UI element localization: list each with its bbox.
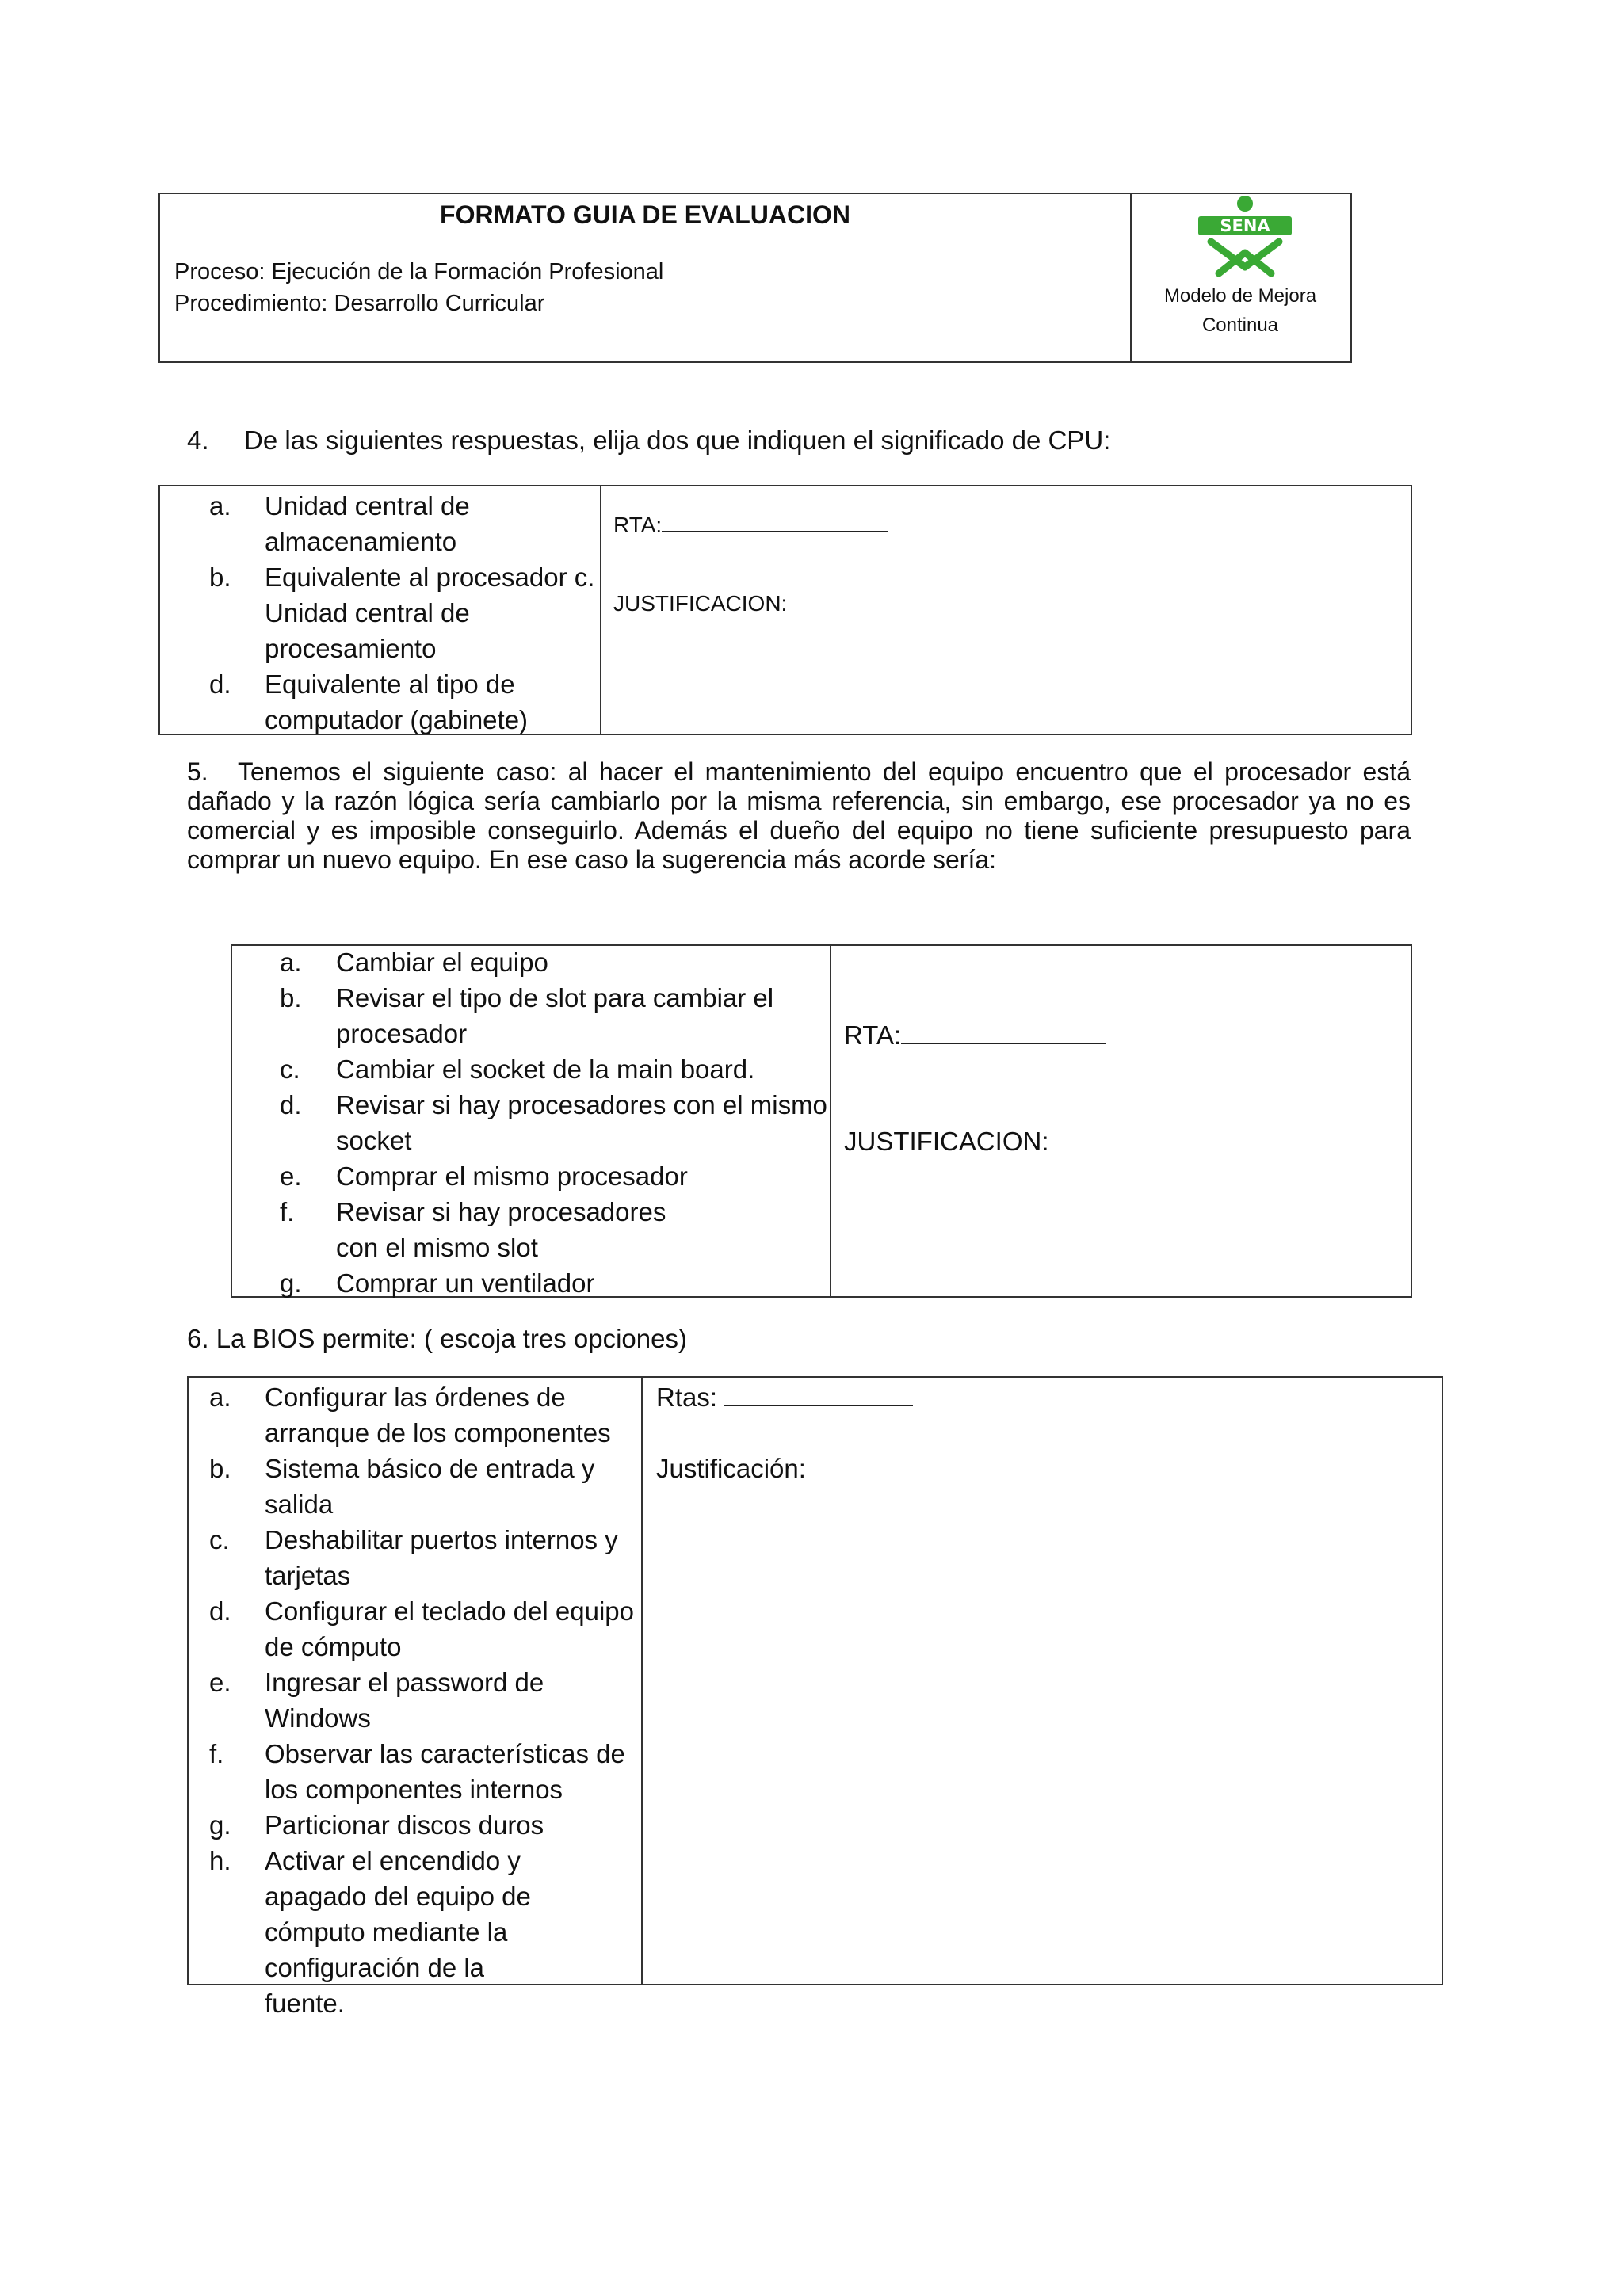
list-item: h. Activar el encendido y apagado del equipo de cómputo mediante la configuración de la fuente. [209,1846,531,2018]
answer-line[interactable] [844,1019,1106,1051]
rta-label: RTA: [844,1020,902,1050]
list-item: g. Comprar un ventilador [280,1268,595,1298]
sena-logo-icon [1193,194,1296,278]
question-5-table [231,944,1412,1298]
justification-label: JUSTIFICACION: [844,1127,1049,1156]
logo-caption-line2: Continua [1201,315,1279,336]
question-4-table [158,485,1412,735]
justification-label: Justificación: [656,1454,806,1483]
question-6-options [189,1379,641,2021]
rta-label: Rtas: [656,1383,718,1412]
question-5 [187,757,1411,875]
rta-blank[interactable] [724,1381,913,1406]
rta-label: RTA: [613,513,663,537]
question-4-text: De las siguientes respuestas, elija dos que indiquen el significado de CPU: [244,425,1111,455]
answer-line[interactable] [656,1379,913,1415]
question-4-number: 4. [187,425,209,455]
logo-caption-line1: Modelo de Mejora [1163,285,1317,307]
question-5-number: 5. [187,757,208,786]
list-item: a. Unidad central de almacenamiento [209,491,470,556]
header-info-cell [160,194,1132,361]
header-logo-cell [1130,194,1350,361]
process-line: Proceso: Ejecución de la Formación Profesional [174,259,664,284]
procedure-line: Procedimiento: Desarrollo Curricular [174,291,545,316]
list-item: f. Observar las características de los componentes internos [209,1739,625,1804]
list-item: a. Configurar las órdenes de arranque de los componentes [209,1383,611,1447]
list-item: f. Revisar si hay procesadores con el mismo slot [280,1197,666,1262]
question-5-options [232,944,830,1301]
question-4-options [160,488,600,738]
list-item: d. Equivalente al tipo de computador (gabinete) [209,669,529,734]
question-4 [187,425,1110,456]
logo-text: SENA [1220,216,1270,235]
answer-line[interactable] [613,510,888,538]
question-6: 6. La BIOS permite: ( escoja tres opciones) [187,1324,687,1353]
list-item: d. Revisar si hay procesadores con el mismo socket [280,1090,827,1155]
list-item: e. Ingresar el password de Windows [209,1668,544,1733]
question-6-table [187,1376,1443,2018]
list-item: e. Comprar el mismo procesador [280,1161,688,1191]
list-item: a. Cambiar el equipo [280,948,548,977]
list-item: c. Cambiar el socket de la main board. [280,1055,755,1084]
document-header [158,193,1352,363]
rta-blank[interactable] [662,510,888,532]
document-title: FORMATO GUIA DE EVALUACION [440,200,850,229]
list-item: d. Configurar el teclado del equipo de cómputo [209,1596,634,1661]
list-item: b. Sistema básico de entrada y salida [209,1454,595,1519]
list-item: b. Equivalente al procesador c. Unidad central de procesamiento [209,563,595,663]
list-item: b. Revisar el tipo de slot para cambiar el procesador [280,983,774,1048]
list-item: g. Particionar discos duros [209,1810,544,1840]
justification-label: JUSTIFICACION: [613,591,788,616]
question-5-text: Tenemos el siguiente caso: al hacer el mantenimiento del equipo encuentro que el procesador está dañado y la razón lógica sería cambiarlo por la misma referencia, sin embargo, ese procesador ya no es comercial y es imposible conseguirlo. Además el dueño del equipo no tiene suficiente presupuesto para comprar un nuevo equipo. En ese caso la sugerencia más acorde sería: [187,757,1411,874]
list-item: c. Deshabilitar puertos internos y tarjetas [209,1525,618,1590]
rta-blank[interactable] [901,1019,1106,1044]
